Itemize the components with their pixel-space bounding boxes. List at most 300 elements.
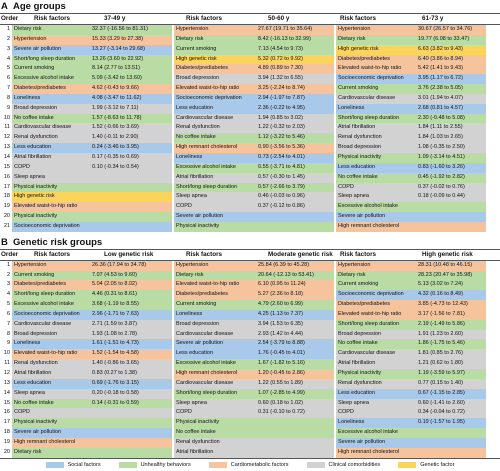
risk-cell-unhealthy [174,359,334,369]
row-order: 6 [6,75,10,82]
risk-factor-name: Socioeconomic deprivation [176,94,242,101]
table-row [0,55,500,65]
risk-cell-clinical [174,192,334,202]
table-row [0,379,500,389]
risk-cell-clinical [12,163,172,173]
risk-value: 1.94 (0.85 to 3.02) [258,114,303,121]
row-order: 2 [6,271,10,278]
risk-factor-name: Excessive alcohol intake [176,163,236,170]
risk-cell-clinical [174,379,334,389]
table-row [0,389,500,399]
legend-label: Social factors [67,461,101,468]
row-order: 13 [3,144,10,151]
risk-cell-clinical [174,202,334,212]
risk-factor-name: Renal dysfunction [14,134,58,141]
legend-label: Clinical comorbidities [328,461,381,468]
risk-factor-name: Physical inactivity [14,419,58,426]
risk-value: 1.52 (-0.66 to 3.69) [92,124,139,131]
risk-cell-clinical [336,143,486,153]
risk-factor-name: No coffee intake [14,114,54,121]
risk-cell-unhealthy [336,202,486,212]
legend-swatch [119,462,137,468]
risk-factor-name: Hypertension [338,26,371,32]
risk-factor-name: Elevated waist-to-hip ratio [14,203,78,210]
risk-value: 1.12 (-3.22 to 5.46) [258,134,305,141]
risk-factor-name: Physical inactivity [14,213,58,220]
row-order: 2 [6,35,10,42]
table-row [0,114,500,124]
risk-factor-name: High remnant cholesterol [338,448,400,455]
risk-value: 4.62 (-0.43 to 9.66) [92,85,139,92]
header-risk-factors: Risk factors [34,250,71,258]
risk-cell-unhealthy [12,74,172,84]
risk-cell-clinical [174,399,334,409]
table-row [0,25,500,35]
risk-cell-clinical [174,114,334,124]
legend [0,458,500,471]
risk-factor-name: Dietary risk [338,35,366,42]
risk-value: 5.27 (2.36 to 8.18) [258,291,303,298]
risk-value: 5.13 (3.02 to 7.24) [418,281,463,288]
risk-factor-name: Dietary risk [14,448,42,455]
risk-factor-name: Socioeconomic deprivation [338,291,404,298]
risk-cell-clinical [12,359,172,369]
risk-cell-social [12,379,172,389]
risk-cell-unhealthy [336,114,486,124]
risk-cell-unhealthy [336,153,486,163]
risk-cell-social [12,222,172,232]
table-row [0,202,500,212]
risk-cell-social [174,310,334,320]
header-group-label: 50-60 y [268,15,290,22]
risk-cell-clinical [336,399,486,409]
risk-value: 3.17 (-1.56 to 7.81) [418,310,465,317]
risk-cell-cardio [174,64,334,74]
risk-cell-unhealthy [336,320,486,330]
table-row [0,448,500,458]
risk-factor-name: No coffee intake [176,429,216,436]
risk-cell-cardio [12,349,172,359]
row-order: 21 [3,222,10,229]
risk-cell-clinical [174,320,334,330]
risk-factor-name: Loneliness [14,340,41,347]
risk-factor-name: Atrial fibrillation [176,173,214,180]
legend-item-clinical [307,462,381,468]
row-order: 12 [3,134,10,141]
risk-value: 3.94 (1.32 to 6.55) [258,75,303,82]
risk-factor-name: Current smoking [176,45,217,52]
table-row [0,133,500,143]
risk-factor-name: Current smoking [14,271,55,278]
risk-cell-clinical [12,104,172,114]
legend-item-unhealthy [119,462,191,468]
legend-label: Cardiometabolic factors [230,461,289,468]
risk-value: 2.36 (-0.22 to 4.95) [258,104,305,111]
risk-value: 15.33 (3.29 to 27.38) [92,35,144,42]
risk-factor-name: Excessive alcohol intake [14,301,74,308]
risk-factor-name: Elevated waist-to-hip ratio [176,85,240,92]
table-row [0,290,500,300]
risk-value [90,418,172,428]
risk-cell-genetic [174,55,334,65]
table-row [0,64,500,74]
risk-value: 28.23 (20.47 to 35.98) [418,271,473,278]
risk-value: 2.71 (1.59 to 3.87) [92,320,137,327]
row-order: 1 [6,261,10,268]
section-heading: Age groups [13,1,66,12]
table-row [0,320,500,330]
risk-cell-cardio [336,310,486,320]
risk-factor-name: COPD [176,409,192,416]
risk-cell-cardio [12,261,172,271]
risk-value: 0.45 (-1.92 to 2.82) [418,173,465,180]
risk-factor-name: High remnant cholesterol [14,438,76,445]
risk-value: 1.67 (-1.82 to 5.16) [258,360,305,367]
risk-cell-unhealthy [174,183,334,193]
risk-factor-name: Broad depression [338,144,382,151]
risk-factor-name: Loneliness [338,104,365,111]
risk-factor-name: Physical inactivity [338,153,382,160]
risk-value [256,418,334,428]
risk-cell-social [12,339,172,349]
row-order: 7 [6,85,10,92]
row-order: 6 [6,310,10,317]
risk-value [416,222,486,232]
risk-factor-name: Short/long sleep duration [14,55,76,62]
risk-factor-name: Elevated waist-to-hip ratio [14,350,78,357]
risk-cell-clinical [336,183,486,193]
risk-value: 0.37 (-0.02 to 0.76) [418,183,465,190]
risk-value: 0.19 (-1.57 to 1.95) [418,419,465,426]
risk-value: 2.93 (1.42 to 4.44) [258,330,303,337]
row-order: 5 [6,65,10,72]
row-order: 11 [4,360,10,367]
risk-cell-unhealthy [174,428,334,438]
risk-factor-name: Cardiovascular disease [338,350,396,357]
header-group-label: 61-73 y [422,15,444,22]
table-row [0,399,500,409]
risk-value: 1.40 (-0.11 to 2.90) [92,134,139,141]
risk-value: 4.25 (1.13 to 7.37) [258,310,303,317]
risk-cell-social [12,45,172,55]
risk-value [416,438,486,448]
risk-factor-name: Severe air pollution [176,213,224,220]
risk-value: 2.94 (-1.97 to 7.87) [258,94,305,101]
risk-value: 0.90 (-3.56 to 5.36) [258,144,305,151]
risk-value: 1.22 (0.55 to 1.89) [258,379,303,386]
table-row [0,339,500,349]
row-order: 20 [3,448,10,455]
risk-value [90,222,172,232]
risk-value: 13.26 (3.60 to 22.92) [92,55,144,62]
risk-factor-name: Loneliness [14,94,41,101]
table-row [0,261,500,271]
risk-cell-social [336,163,486,173]
header-group-label: 37-49 y [104,15,126,22]
risk-cell-social [174,94,334,104]
risk-factor-name: Short/long sleep duration [338,320,400,327]
risk-factor-name: Diabetes/prediabetes [338,301,390,308]
risk-value [256,448,334,458]
risk-factor-name: Sleep apnea [176,399,207,406]
risk-value: 32.37 (-16.56 to 81.31) [92,26,148,32]
risk-cell-unhealthy [174,222,334,232]
risk-cell-cardio [174,280,334,290]
risk-factor-name: High remnant cholesterol [176,144,238,151]
table-row [0,280,500,290]
risk-cell-cardio [12,84,172,94]
risk-cell-social [336,290,486,300]
risk-factor-name: Current smoking [338,281,379,288]
risk-value: 3.01 (1.94 to 4.07) [418,94,463,101]
risk-value: 0.18 (-0.09 to 0.44) [418,193,465,200]
risk-value [90,192,172,202]
table-row [0,222,500,232]
risk-factor-name: Dietary risk [14,26,42,32]
risk-value: 1.21 (0.62 to 1.80) [418,360,463,367]
risk-cell-unhealthy [12,271,172,281]
risk-factor-name: Sleep apnea [338,399,369,406]
risk-cell-unhealthy [12,448,172,458]
risk-factor-name: Broad depression [14,330,58,337]
risk-value: 0.10 (-0.34 to 0.54) [92,163,139,170]
row-order: 4 [6,291,10,298]
risk-factor-name: Severe air pollution [176,340,224,347]
risk-value: 3.25 (-2.24 to 8.74) [258,85,305,92]
risk-factor-name: Less education [338,389,375,396]
risk-value: 1.22 (-0.32 to 2.03) [258,124,305,131]
risk-value: 1.52 (-1.54 to 4.58) [92,350,139,357]
risk-cell-unhealthy [174,163,334,173]
risk-cell-unhealthy [174,418,334,428]
header-group-label: Low genetic risk [104,250,154,258]
risk-cell-unhealthy [174,271,334,281]
risk-value: 5.42 (1.41 to 9.43) [418,65,463,72]
row-order: 12 [3,370,10,376]
risk-value: 0.17 (-0.35 to 0.69) [92,153,139,160]
risk-cell-clinical [336,349,486,359]
risk-value: 1.07 (-2.85 to 4.99) [258,389,305,396]
risk-cell-unhealthy [336,173,486,183]
risk-value: 1.57 (-8.63 to 11.78) [92,114,142,121]
header-risk-factors: Risk factors [34,15,71,22]
risk-factor-name: Cardiovascular disease [14,124,72,131]
risk-factor-name: Excessive alcohol intake [14,75,74,82]
risk-factor-name: Renal dysfunction [338,134,382,141]
row-order: 1 [6,26,10,32]
risk-cell-clinical [174,173,334,183]
risk-value: 6.63 (3.82 to 9.43) [418,45,463,52]
risk-cell-cardio [336,25,486,35]
risk-factor-name: Elevated waist-to-hip ratio [176,281,240,288]
risk-cell-unhealthy [12,290,172,300]
table-row [0,123,500,133]
table-row [0,183,500,193]
risk-cell-cardio [174,25,334,35]
risk-factor-name: Renal dysfunction [14,360,58,367]
risk-value: 0.67 (-1.15 to 2.85) [418,389,465,396]
risk-factor-name: Dietary risk [338,271,366,278]
risk-cell-social [12,94,172,104]
risk-factor-name: Cardiovascular disease [176,379,234,386]
risk-cell-social [12,310,172,320]
risk-value: 0.34 (-0.04 to 0.72) [418,409,465,416]
risk-value: 1.61 (-1.51 to 4.73) [92,340,139,347]
risk-factor-name: Diabetes/prediabetes [176,65,228,72]
risk-cell-cardio [174,369,334,379]
risk-factor-name: Sleep apnea [14,389,45,396]
risk-value: 5.09 (-3.42 to 13.60) [92,75,142,82]
risk-cell-clinical [336,94,486,104]
risk-factor-name: Broad depression [176,320,220,327]
risk-value: 0.55 (-3.71 to 4.81) [258,163,305,170]
risk-value: 1.40 (-0.86 to 3.65) [92,360,139,367]
row-order: 14 [3,389,10,396]
risk-factor-name: Physical inactivity [14,183,58,190]
risk-factor-name: COPD [338,183,354,190]
table-row [0,94,500,104]
row-order: 3 [6,281,10,288]
row-order: 11 [4,124,10,131]
risk-value: 0.83 (-1.60 to 3.26) [418,163,465,170]
risk-value: 3.85 (-4.73 to 12.43) [418,301,468,308]
risk-cell-social [174,349,334,359]
risk-value: 1.19 (-3.59 to 5.97) [418,370,465,376]
risk-cell-genetic [336,45,486,55]
risk-value: 1.84 (1.11 to 2.55) [418,124,463,131]
risk-cell-cardio [174,290,334,300]
risk-factor-name: No coffee intake [338,340,378,347]
risk-cell-unhealthy [336,369,486,379]
risk-value: 19.77 (6.08 to 33.47) [418,35,470,42]
risk-cell-clinical [12,369,172,379]
risk-cell-clinical [12,408,172,418]
risk-value: 3.95 (1.17 to 6.72) [418,75,463,82]
risk-value: 0.60 (0.18 to 1.02) [258,399,303,406]
risk-value [416,202,486,212]
table-row [0,104,500,114]
risk-cell-social [12,428,172,438]
risk-cell-unhealthy [336,84,486,94]
risk-value: 0.46 (-0.03 to 0.96) [258,193,305,200]
risk-value [90,428,172,438]
risk-value: 0.60 (-1.41 to 2.60) [418,399,465,406]
row-order: 3 [6,45,10,52]
risk-cell-social [174,212,334,222]
row-order: 13 [3,379,10,386]
risk-factor-name: COPD [14,163,30,170]
risk-cell-cardio [336,261,486,271]
risk-factor-name: High genetic risk [14,193,55,200]
risk-cell-cardio [174,84,334,94]
risk-factor-name: Physical inactivity [176,222,220,229]
risk-value: 0.20 (-0.18 to 0.58) [92,389,139,396]
legend-item-cardio [209,462,289,468]
risk-value: 4.32 (0.16 to 8.49) [418,291,463,298]
risk-cell-cardio [174,143,334,153]
table-row [0,418,500,428]
table-row [0,45,500,55]
legend-swatch [209,462,227,468]
risk-factor-name: Short/long sleep duration [176,389,238,396]
risk-value: 30.67 (26.57 to 34.76) [418,26,473,32]
risk-cell-clinical [12,123,172,133]
risk-cell-cardio [12,438,172,448]
risk-factor-name: Socioeconomic deprivation [14,310,80,317]
risk-factor-name: Loneliness [338,419,365,426]
risk-factor-name: Atrial fibrillation [338,360,376,367]
row-order: 4 [6,55,10,62]
risk-factor-name: Atrial fibrillation [338,124,376,131]
row-order: 8 [6,94,10,101]
risk-cell-unhealthy [12,64,172,74]
risk-factor-name: Current smoking [14,65,55,72]
row-order: 9 [6,340,10,347]
risk-cell-clinical [12,153,172,163]
risk-factor-name: Diabetes/prediabetes [176,291,228,298]
risk-cell-social [174,153,334,163]
risk-cell-unhealthy [336,35,486,45]
risk-value: 1.91 (1.23 to 2.60) [418,330,463,337]
risk-factor-name: Cardiovascular disease [176,330,234,337]
risk-value: 0.37 (-0.12 to 0.86) [258,203,305,210]
section-age-groups [0,0,500,232]
risk-value: 0.24 (-3.46 to 3.95) [92,144,139,151]
table-row [0,349,500,359]
risk-cell-clinical [336,359,486,369]
row-order: 17 [3,183,10,190]
risk-value: 1.09 (-3.14 to 4.51) [418,153,465,160]
risk-value: 1.99 (-3.12 to 7.11) [92,104,139,111]
table-row [0,35,500,45]
risk-cell-cardio [336,222,486,232]
risk-value: 1.20 (-0.45 to 2.86) [258,370,305,376]
legend-label: Genetic factor [420,461,455,468]
risk-cell-clinical [12,133,172,143]
risk-factor-name: Hypertension [176,26,209,32]
risk-factor-name: Physical inactivity [338,370,382,376]
table-row [0,300,500,310]
row-order: 16 [3,409,10,416]
risk-factor-name: COPD [176,203,192,210]
risk-factor-name: Loneliness [176,310,203,317]
header-risk-factors: Risk factors [340,15,377,22]
row-order: 16 [3,173,10,180]
table-row [0,153,500,163]
table-row [0,74,500,84]
legend-swatch [398,462,416,468]
risk-factor-name: High remnant cholesterol [338,222,400,229]
header-risk-factors: Risk factors [340,250,377,258]
risk-factor-name: Current smoking [176,301,217,308]
risk-factor-name: Hypertension [14,35,47,42]
table-row [0,369,500,379]
risk-factor-name: Elevated waist-to-hip ratio [338,310,402,317]
risk-factor-name: Less education [176,350,213,357]
risk-cell-cardio [336,448,486,458]
risk-cell-social [12,143,172,153]
risk-factor-name: Severe air pollution [14,45,62,52]
risk-cell-unhealthy [336,339,486,349]
risk-value: 7.13 (4.54 to 9.73) [258,45,303,52]
section-genetic-risk-groups [0,236,500,458]
risk-value [90,173,172,183]
risk-cell-clinical [174,330,334,340]
risk-factor-name: COPD [14,409,30,416]
risk-factor-name: Cardiovascular disease [176,114,234,121]
risk-cell-unhealthy [336,271,486,281]
risk-factor-name: Hypertension [14,261,47,268]
